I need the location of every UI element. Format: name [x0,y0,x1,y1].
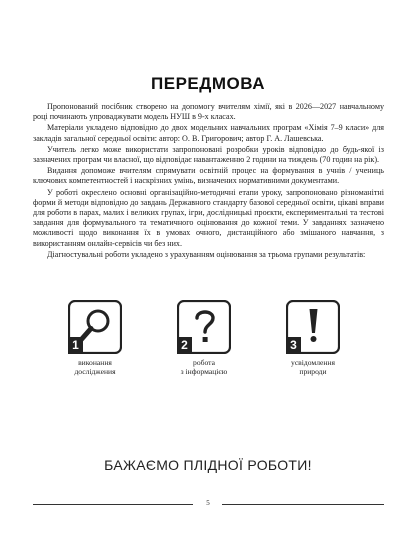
preface-text [33,102,384,261]
group-caption: усвідомлення природи [291,358,335,376]
page-title: ПЕРЕДМОВА [151,74,265,93]
paragraph: Видання допоможе вчителям спрямувати освітній процес на формування в учнів / учениць ключових компетентностей і наскрізних умінь, визначених нормативними документами. [33,166,384,186]
paragraph: Учитель легко може використати запропоновані розробки уроків відповідно до будь-якої із зазначених програм чи власної, що відповідає навантаженню 2 години на тиждень (70 годин на рік). [33,144,384,165]
paragraph: Матеріали укладено відповідно до двох модельних навчальних програм «Хімія 7–9 класи» для закладів загальної середньої освіти: автор: О. В. Григорович; автор Г. А. Лашевська. [33,123,384,143]
result-groups [0,300,416,390]
question-mark-icon [177,300,231,354]
group-caption: виконання досліджения [74,358,116,376]
magnifier-icon [68,300,122,354]
closing-wish: БАЖАЄМО ПЛІДНОЇ РОБОТИ! [104,457,312,473]
paragraph: Діагностувальні роботи укладено з урахуванням оцінювання за трьома групами результатів: [47,249,366,259]
result-group-3 [263,300,363,376]
group-caption: робота з інформацією [180,358,228,376]
group-number: 2 [177,337,192,354]
paragraph: Пропонований посібник створено на допомогу вчителям хімії, які в 2026—2027 навчальному році починають упроваджувати модель НУШ в 9-х класах. [33,102,384,122]
group-number: 1 [68,337,83,354]
exclamation-mark-icon [286,300,340,354]
page-number: 5 [206,499,210,507]
group-number: 3 [286,337,301,354]
paragraph: У роботі окреслено основні організаційно-методичні етапи уроку, запропоновано різноманітні форми й методи відповідно до завдань Державного стандарту базової середньої освіти, цікаві вправи для роботи в парах, малих і великих групах, ігри, дослідницькі проєкти, експериментальні та тестові завдання для формувального та тематичного оцінювання до кожної теми. У завданнях зазначено можливості щодо виконання їх в умовах очного, дистанційного або змішаного навчання, з використанням онлайн-сервісів чи без них. [33,187,384,248]
result-group-1 [45,300,145,376]
result-group-2 [154,300,254,376]
